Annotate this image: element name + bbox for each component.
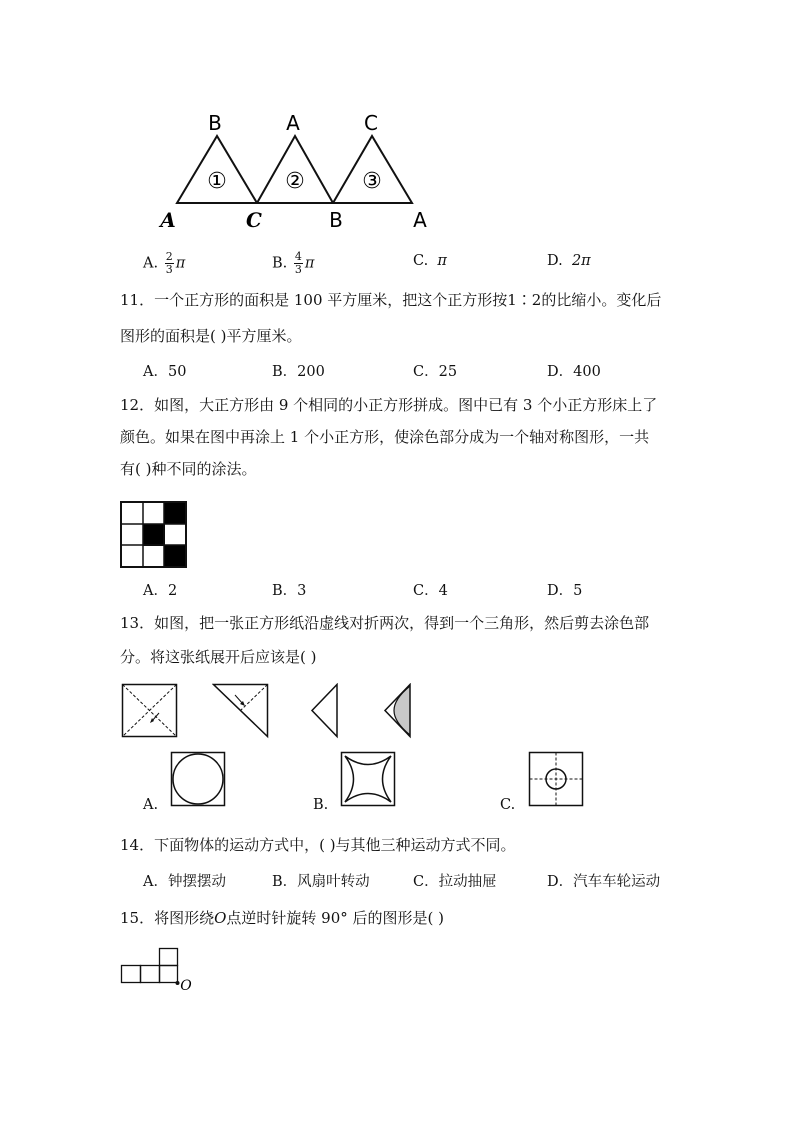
shaded-cell [143,524,165,546]
q12-option-a: A．2 [143,583,178,599]
q10-option-a: A. $\frac{2}{3}$ π [143,250,186,276]
q13-option-b-label: B. [313,797,329,813]
q14-option-a: A．钟摆摆动 [143,874,226,890]
q13-option-c-label: C. [500,797,516,813]
q11-text-line1: 11．一个正方形的面积是 100 平方厘米，把这个正方形按1∶2的比缩小。变化后 [120,291,662,309]
rotation-point [176,981,180,985]
vertex-label-bottom-4: A [413,208,427,232]
q12-option-c: C．4 [413,583,448,599]
shaded-cell [164,502,186,524]
q13-fold-step-3 [310,683,340,739]
q10-triangle-figure [150,108,450,233]
q12-option-b: B．3 [272,583,307,599]
q13-option-a-figure [170,751,226,807]
q15-text-line1: 15．将图形绕O点逆时针旋转 90° 后的图形是( ) [120,909,445,927]
q12-grid-figure [120,501,188,569]
vertex-label-top-1: B [208,111,222,135]
circle-label-2: ② [285,169,305,194]
q15-shape-figure [120,946,200,994]
vertex-label-bottom-3: B [329,208,343,232]
circle-label-3: ③ [362,169,382,194]
circle-label-1: ① [207,169,227,194]
vertex-label-top-2: A [286,111,300,135]
q13-fold-step-1 [121,683,179,739]
q10-option-b: B. $\frac{4}{3}$ π [272,250,315,276]
q12-text-line2: 颜色。如果在图中再涂上 1 个小正方形，使涂色部分成为一个轴对称图形，一共 [120,428,650,446]
q10-option-c: C. π [413,253,447,269]
point-o-label: O [214,909,227,927]
q13-fold-step-4 [383,683,413,739]
q13-fold-step-2 [212,683,270,739]
fraction: $\frac{4}{3}$ [294,250,302,276]
vertex-label-top-3: C [364,111,378,135]
q13-option-a-label: A. [143,797,159,813]
q14-option-b: B．风扇叶转动 [272,874,370,890]
q14-option-c: C．拉动抽屉 [413,874,497,890]
q14-option-d: D．汽车车轮运动 [547,874,661,890]
q12-text-line1: 12．如图，大正方形由 9 个相同的小正方形拼成。图中已有 3 个小正方形床上了 [120,396,658,414]
q13-text-line2: 分。将这张纸展开后应该是( ) [120,648,317,666]
q13-text-line1: 13．如图，把一张正方形纸沿虚线对折两次，得到一个三角形，然后剪去涂色部 [120,614,650,632]
q11-option-a: A．50 [143,364,187,380]
q12-option-d: D．5 [547,583,583,599]
q11-option-c: C．25 [413,364,458,380]
point-o-figure-label: O [180,978,192,994]
q14-text-line1: 14．下面物体的运动方式中，( )与其他三种运动方式不同。 [120,836,516,854]
q11-text-line2: 图形的面积是( )平方厘米。 [120,327,302,345]
q12-text-line3: 有( )种不同的涂法。 [120,460,257,478]
q10-option-d: D. 2π [547,253,591,269]
q11-option-b: B．200 [272,364,325,380]
fraction: $\frac{2}{3}$ [165,250,173,276]
q13-option-b-figure [340,751,396,807]
vertex-label-bottom-1: A [160,208,176,232]
q13-option-c-figure [528,751,584,807]
q11-option-d: D．400 [547,364,601,380]
vertex-label-bottom-2: C [246,208,262,232]
shaded-cell [164,545,186,567]
